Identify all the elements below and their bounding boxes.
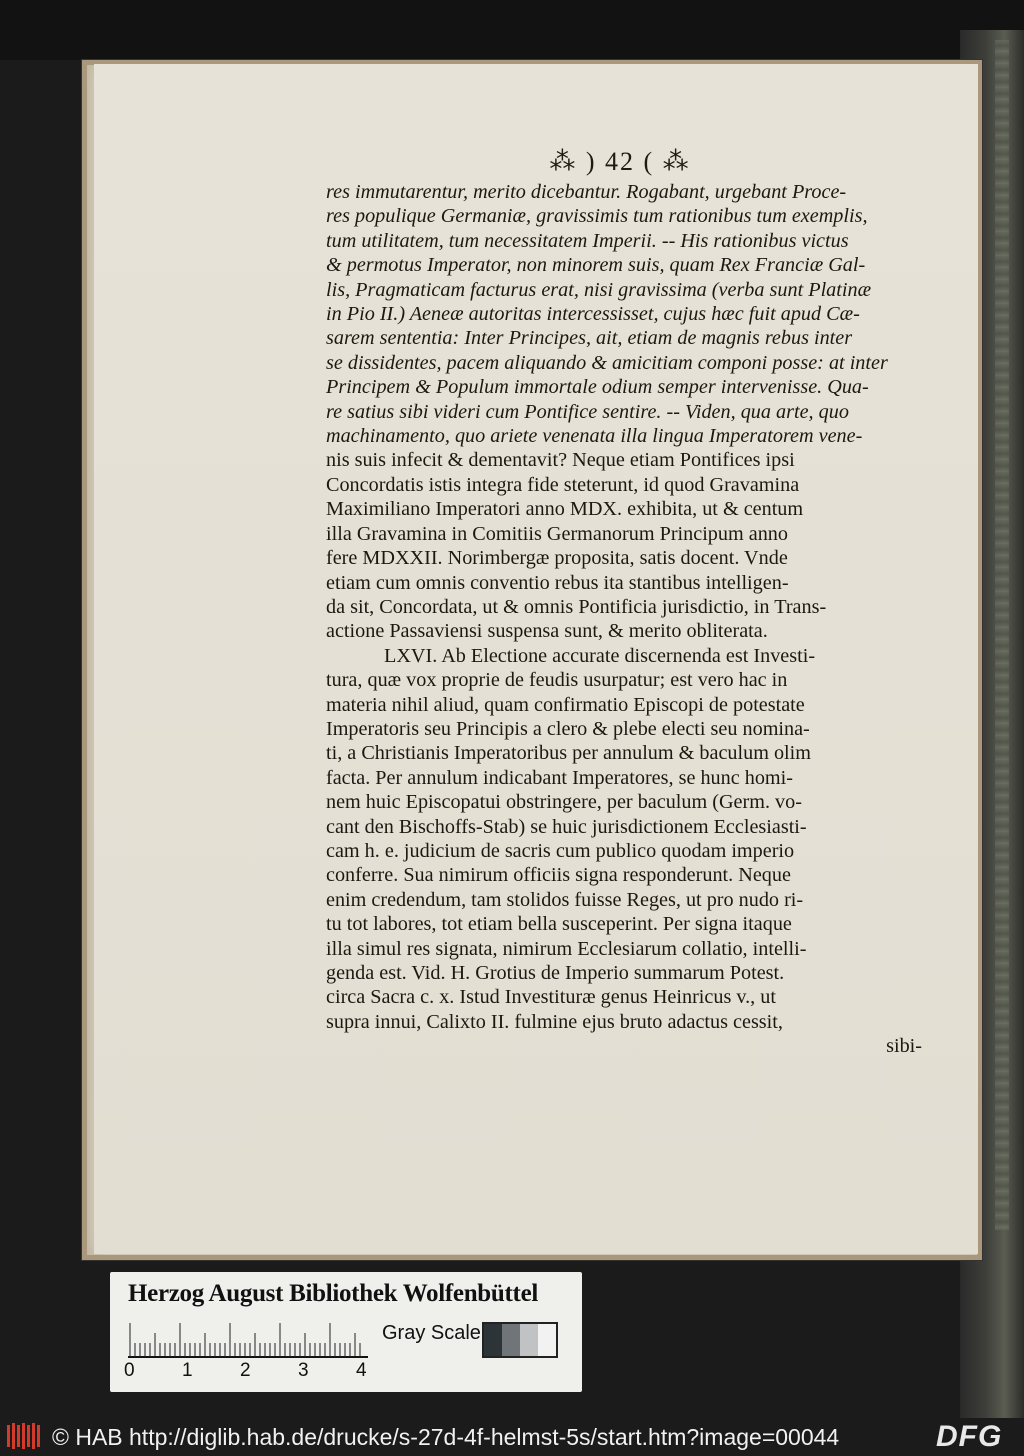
gray-swatch bbox=[502, 1324, 520, 1356]
footer-bar bbox=[0, 1418, 1024, 1456]
text-line: conferre. Sua nimirum officiis signa responderunt. Neque bbox=[326, 864, 791, 887]
text-line: machinamento, quo ariete venenata illa lingua Imperatorem vene- bbox=[326, 425, 863, 448]
text-line: facta. Per annulum indicabant Imperatores, se hunc homi- bbox=[326, 766, 793, 789]
text-line: se dissidentes, pacem aliquando & amicitiam componi posse: at inter bbox=[326, 351, 888, 374]
ruler-numbers bbox=[124, 1360, 384, 1384]
text-line: res populique Germaniæ, gravissimis tum rationibus tum exemplis, bbox=[326, 205, 868, 228]
text-line: cant den Bischoffs-Stab) se huic jurisdictionem Ecclesiasti- bbox=[326, 815, 807, 838]
text-line: lis, Pragmaticam facturus erat, nisi gravissima (verba sunt Platinæ bbox=[326, 278, 872, 301]
text-line: Principem & Populum immortale odium semper intervenisse. Qua- bbox=[326, 376, 869, 399]
text-line: tu tot labores, tot etiam bella susceperint. Per signa itaque bbox=[326, 913, 792, 936]
text-line: in Pio II.) Aeneæ autoritas intercessisset, cujus hæc fuit apud Cæ- bbox=[326, 303, 860, 326]
text-line: LXVI. Ab Electione accurate discernenda est Investi- bbox=[384, 644, 816, 667]
book-spine-edge bbox=[995, 40, 1009, 1230]
catchword: sibi- bbox=[886, 1035, 922, 1058]
text-line: illa simul res signata, nimirum Ecclesiarum collatio, intelli- bbox=[326, 937, 807, 960]
ruler-number: 1 bbox=[182, 1360, 193, 1381]
text-line: tura, quæ vox proprie de feudis usurpatur; est vero hac in bbox=[326, 669, 788, 692]
ruler-icon bbox=[128, 1322, 368, 1358]
text-line: Maximiliano Imperatori anno MDX. exhibita, ut & centum bbox=[326, 498, 804, 521]
gray-swatch bbox=[520, 1324, 538, 1356]
library-title: Herzog August Bibliothek Wolfenbüttel bbox=[128, 1280, 539, 1307]
text-line: supra innui, Calixto II. fulmine ejus bruto adactus cessit, bbox=[326, 1010, 783, 1033]
page-header: ⁂ ) 42 ( ⁂ bbox=[549, 147, 691, 176]
text-line: Concordatis istis integra fide steterunt, id quod Gravamina bbox=[326, 473, 800, 496]
text-line: genda est. Vid. H. Grotius de Imperio summarum Potest. bbox=[326, 962, 785, 984]
dfg-logo: DFG bbox=[936, 1420, 1024, 1454]
text-line: cam h. e. judicium de sacris cum publico quodam imperio bbox=[326, 839, 795, 862]
ruler-number: 4 bbox=[356, 1360, 367, 1381]
text-line: & permotus Imperator, non minorem suis, quam Rex Franciæ Gal- bbox=[326, 254, 866, 277]
text-line: actione Passaviensi suspensa sunt, & merito obliterata. bbox=[326, 620, 768, 643]
ruler-number: 3 bbox=[298, 1360, 309, 1381]
ruler-number: 2 bbox=[240, 1360, 251, 1381]
gray-swatch bbox=[538, 1324, 556, 1356]
text-line: fere MDXXII. Norimbergæ proposita, satis docent. Vnde bbox=[326, 547, 788, 570]
gray-swatch bbox=[484, 1324, 502, 1356]
gray-scale-label: Gray Scale bbox=[382, 1322, 481, 1344]
text-line: enim credendum, tam stolidos fuisse Reges, ut pro nudo ri- bbox=[326, 888, 804, 911]
text-line: res immutarentur, merito dicebantur. Rogabant, urgebant Proce- bbox=[326, 181, 847, 203]
text-line: circa Sacra c. x. Istud Investituræ genus Heinricus v., ut bbox=[326, 986, 776, 1009]
hab-logo-icon bbox=[6, 1422, 46, 1450]
gray-scale-swatch bbox=[482, 1322, 558, 1358]
text-line: re satius sibi videri cum Pontifice sentire. -- Viden, qua arte, quo bbox=[326, 400, 849, 423]
body-text bbox=[326, 180, 930, 1059]
text-line: Imperatoris seu Principis a clero & plebe electi seu nomina- bbox=[326, 717, 810, 740]
text-line: sarem sententia: Inter Principes, ait, etiam de magnis rebus inter bbox=[326, 327, 853, 350]
text-line: ti, a Christianis Imperatoribus per annulum & baculum olim bbox=[326, 742, 811, 765]
text-line: nis suis infecit & dementavit? Neque etiam Pontifices ipsi bbox=[326, 449, 795, 472]
text-line: materia nihil aliud, quam confirmatio Episcopi de potestate bbox=[326, 693, 805, 716]
text-line: da sit, Concordata, ut & omnis Pontificia jurisdictio, in Trans- bbox=[326, 595, 827, 618]
scan-backdrop bbox=[0, 0, 1024, 60]
text-line: illa Gravamina in Comitiis Germanorum Principum anno bbox=[326, 522, 788, 545]
ruler-number: 0 bbox=[124, 1360, 135, 1381]
text-line: nem huic Episcopatui obstringere, per baculum (Germ. vo- bbox=[326, 791, 802, 814]
scale-card bbox=[110, 1272, 582, 1392]
footer-url: © HAB http://diglib.hab.de/drucke/s-27d-4f-helmst-5s/start.htm?image=00044 bbox=[52, 1424, 840, 1450]
text-line: tum utilitatem, tum necessitatem Imperii. -- His rationibus victus bbox=[326, 229, 849, 252]
text-line: etiam cum omnis conventio rebus ita stantibus intelligen- bbox=[326, 571, 789, 594]
